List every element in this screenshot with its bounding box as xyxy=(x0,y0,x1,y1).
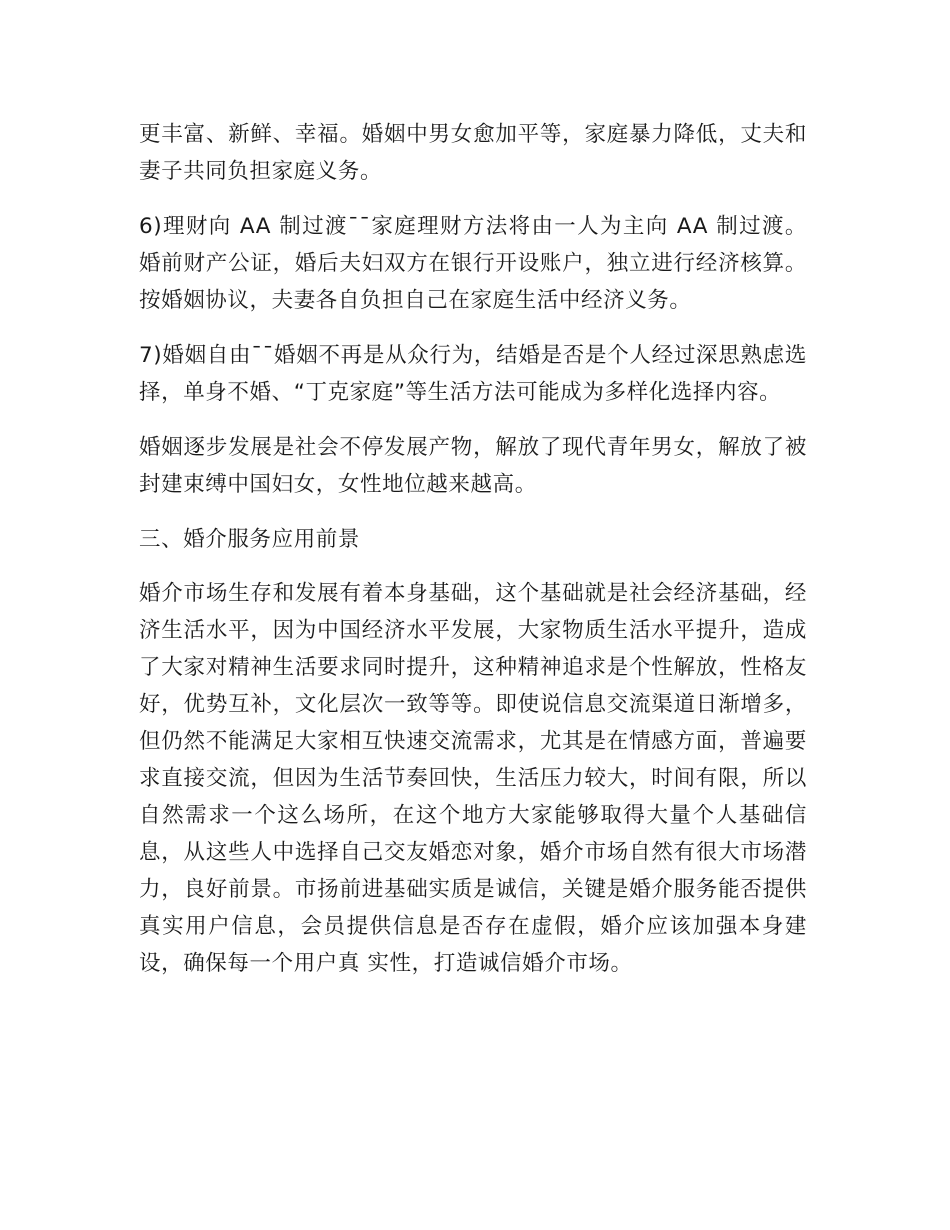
document-body xyxy=(139,116,807,1000)
paragraph-marriage-freedom: 7)婚姻自由¯¯婚姻不再是从众行为，结婚是否是个人经过深思熟虑选择，单身不婚、“丁克家庭”等生活方法可能成为多样化选择内容。 xyxy=(139,343,807,405)
section-heading: 三、婚介服务应用前景 xyxy=(139,527,361,552)
paragraph-aa-finance: 6)理财向 AA 制过渡¯¯家庭理财方法将由一人为主向 AA 制过渡。婚前财产公证，婚后夫妇双方在银行开设账户，独立进行经济核算。按婚姻协议，夫妻各自负担自己在家庭生活中经济义务。 xyxy=(139,214,807,313)
paragraph-market-prospects: 婚介市场生存和发展有着本身基础，这个基础就是社会经济基础，经济生活水平，因为中国经济水平发展，大家物质生活水平提升，造成了大家对精神生活要求同时提升，这种精神追求是个性解放，性格友好，优势互补，文化层次一致等等。即使说信息交流渠道日渐增多，但仍然不能满足大家相互快速交流需求，尤其是在情感方面，普遍要求直接交流，但因为生活节奏回快，生活压力较大，时间有限，所以自然需求一个这么场所，在这个地方大家能够取得大量个人基础信息，从这些人中选择自己交友婚恋对象，婚介市场自然有很大市场潜力，良好前景。市扬前进基础实质是诚信，关键是婚介服务能否提供真实用户信息，会员提供信息是否存在虚假，婚介应该加强本身建设，确保每一个用户真 实性，打造诚信婚介市场。 xyxy=(139,581,807,976)
paragraph-family-equality: 更丰富、新鲜、幸福。婚姻中男女愈加平等，家庭暴力降低，丈夫和妻子共同负担家庭义务。 xyxy=(139,122,807,184)
paragraph-women-status: 婚姻逐步发展是社会不停发展产物，解放了现代青年男女，解放了被封建束缚中国妇女，女性地位越来越高。 xyxy=(139,435,807,497)
